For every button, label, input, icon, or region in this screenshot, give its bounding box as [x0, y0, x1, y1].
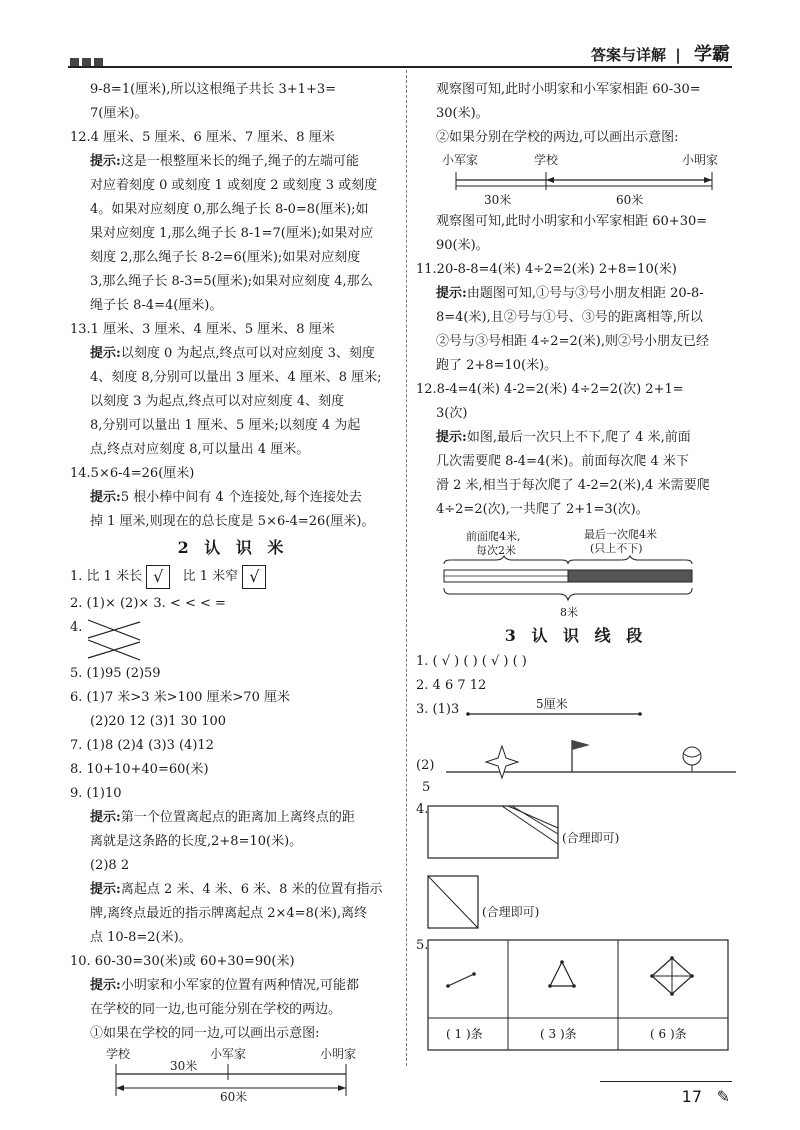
answer-s2-q10: 10. 60-30=30(米)或 60+30=90(米)	[70, 954, 295, 969]
text-line: 7(厘米)。	[90, 106, 148, 121]
answer-s2-q8: 8. 10+10+40=60(米)	[70, 762, 209, 777]
header-squares	[70, 52, 106, 71]
hint-line: 在学校的同一边,也可能分别在学校的两边。	[90, 1002, 342, 1017]
answer-s3-q1: 1. ( √ ) ( ) ( √ ) ( )	[416, 654, 527, 669]
segment-figure	[416, 698, 736, 798]
answer-s3-q5: 5.	[416, 938, 429, 953]
diagram-2	[416, 150, 736, 210]
hint-line: 跑了 2+8=10(米)。	[436, 358, 558, 373]
hint-line: 提示:5 根小棒中间有 4 个连接处,每个连接处去	[90, 490, 362, 505]
diagram-3	[416, 522, 736, 622]
hint-line: 掉 1 厘米,则现在的总长度是 5×6-4=26(厘米)。	[90, 514, 375, 529]
hint-line: 牌,离终点最近的指示牌离起点 2×4=8(米),离终	[90, 906, 368, 921]
text-line: 30(米)。	[436, 106, 489, 121]
note-2: (合理即可)	[482, 905, 540, 919]
label-last-1: 最后一次爬4米	[584, 528, 657, 541]
text-line: 3(次)	[436, 406, 468, 421]
hint-line: 几次需要爬 8-4=4(米)。前面每次爬 4 米下	[436, 454, 689, 469]
hint-line: 离就是这条路的长度,2+8=10(米)。	[90, 834, 303, 849]
hint-line: 以刻度 3 为起点,终点可以对应刻度 4、刻度	[90, 394, 345, 409]
pencil-icon: ✎	[716, 1087, 730, 1106]
answer-q12: 12.4 厘米、5 厘米、6 厘米、7 厘米、8 厘米	[70, 130, 335, 145]
text-line: ②如果分别在学校的两边,可以画出示意图:	[436, 130, 679, 145]
hint-line: 4。如果对应刻度 0,那么绳子长 8-0=8(厘米);如	[90, 202, 369, 217]
label-school: 学校	[534, 153, 559, 167]
answer-5: 5	[422, 780, 431, 795]
brand-logo: 学霸	[694, 44, 730, 65]
answer-s3-q2: 2. 4 6 7 12	[416, 678, 487, 693]
hint-label: 提示:	[90, 810, 121, 825]
answer-q11: 11.20-8-8=4(米) 4÷2=2(米) 2+8=10(米)	[416, 262, 677, 277]
rectangles-figure	[416, 798, 736, 934]
label-last-2: (只上不下)	[590, 542, 643, 555]
section-2-title: 2 认 识 米	[177, 538, 289, 557]
cell-answer-1: ( 1 )条	[446, 1027, 483, 1041]
answer-s2-q7: 7. (1)8 (2)4 (3)3 (4)12	[70, 738, 214, 753]
answer-s2-q1: 1. 比 1 米长 √ 比 1 米窄 √	[70, 562, 396, 592]
diagram-1	[70, 1046, 396, 1102]
s3-q3-diagram	[416, 698, 736, 798]
label-5cm: 5厘米	[536, 698, 568, 711]
label-60m: 60米	[220, 1090, 248, 1102]
checkbox-checked: √	[242, 565, 266, 589]
hint-line: ②号与③号相距 4÷2=2(米),则②号小朋友已经	[436, 334, 710, 349]
hint-label: 提示:	[90, 154, 121, 169]
hint-line: 4÷2=2(次),一共爬了 2+1=3(次)。	[436, 502, 649, 517]
label-part-2: (2)	[416, 758, 435, 773]
text-line: 观察图可知,此时小明家和小军家相距 60+30=	[436, 214, 708, 229]
answer-s2-q5: 5. (1)95 (2)59	[70, 666, 161, 681]
label-xiaoming: 小明家	[682, 153, 719, 167]
hint-label: 提示:	[90, 346, 121, 361]
hint-line: 对应着刻度 0 或刻度 1 或刻度 2 或刻度 3 或刻度	[90, 178, 378, 193]
hint-label: 提示:	[90, 882, 121, 897]
cell-answer-3: ( 6 )条	[650, 1027, 687, 1041]
distance-diagram-same-side	[70, 1046, 396, 1102]
points-table	[416, 934, 736, 1052]
hint-line: 点 10-8=2(米)。	[90, 930, 192, 945]
hint-line: 提示:以刻度 0 为起点,终点可以对应刻度 3、刻度	[90, 346, 375, 361]
answer-q14: 14.5×6-4=26(厘米)	[70, 466, 195, 481]
page-number: 17	[681, 1087, 702, 1106]
hint-line: 提示:离起点 2 米、4 米、6 米、8 米的位置有指示	[90, 882, 383, 897]
text-line: 观察图可知,此时小明家和小军家相距 60-30=	[436, 82, 701, 97]
right-column	[416, 78, 736, 1052]
answer-s2-q2: 2. (1)× (2)× 3. < < < =	[70, 596, 226, 611]
hint-label: 提示:	[436, 286, 467, 301]
hint-label: 提示:	[90, 978, 121, 993]
hint-line: 提示:由题图可知,①号与③号小朋友相距 20-8-	[436, 286, 704, 301]
hint-line: 刻度 2,那么绳子长 8-2=6(厘米);如果对应刻度	[90, 250, 361, 265]
s3-q5-table	[416, 934, 736, 1052]
answer-s2-q6: 6. (1)7 米>3 米>100 厘米>70 厘米	[70, 690, 291, 705]
hint-line: 提示:第一个位置离起点的距离加上离终点的距	[90, 810, 355, 825]
answer-s2-q9b: (2)8 2	[90, 858, 130, 873]
checkbox-checked: √	[146, 565, 170, 589]
distance-diagram-two-sides	[416, 150, 736, 210]
label-school: 学校	[106, 1047, 131, 1061]
climb-diagram	[416, 522, 736, 622]
label-front-1: 前面爬4米,	[466, 530, 521, 543]
label-30m: 30米	[484, 193, 512, 207]
hint-line: 4、刻度 8,分别可以量出 3 厘米、4 厘米、8 厘米;	[90, 370, 382, 385]
text-line: 9-8=1(厘米),所以这根绳子共长 3+1+3=	[90, 82, 336, 97]
s3-q4-diagram	[416, 798, 736, 934]
hint-line: 点,终点对应刻度 8,可以量出 4 厘米。	[90, 442, 310, 457]
left-column	[70, 78, 396, 1102]
label-30m: 30米	[170, 1059, 198, 1073]
answer-s2-q6b: (2)20 12 (3)1 30 100	[90, 714, 227, 729]
footer-rule	[600, 1081, 732, 1082]
answer-s3-q4: 4.	[416, 802, 429, 817]
text-line: 90(米)。	[436, 238, 489, 253]
hint-line: 绳子长 8-4=4(厘米)。	[90, 298, 223, 313]
note-1: (合理即可)	[562, 831, 620, 845]
section-3-title: 3 认 识 线 段	[504, 626, 648, 645]
answer-s3-q3: 3. (1)3	[416, 702, 460, 717]
header-title: 答案与详解 | 学霸	[591, 44, 730, 65]
label-xiaojun: 小军家	[442, 153, 479, 167]
hint-line: 3,那么绳子长 8-3=5(厘米);如果对应刻度 4,那么	[90, 274, 373, 289]
header-rule	[68, 66, 732, 68]
hint-line: 提示:小明家和小军家的位置有两种情况,可能都	[90, 978, 359, 993]
answer-s2-q9: 9. (1)10	[70, 786, 122, 801]
matching-lines-diagram: 4.	[70, 616, 396, 662]
hint-line: 果对应刻度 1,那么绳子长 8-1=7(厘米);如果对应	[90, 226, 374, 241]
crossing-lines-figure	[84, 616, 204, 662]
hint-label: 提示:	[436, 430, 467, 445]
cell-answer-2: ( 3 )条	[540, 1027, 577, 1041]
answer-q12: 12.8-4=4(米) 4-2=2(米) 4÷2=2(次) 2+1=	[416, 382, 684, 397]
label-60m: 60米	[616, 193, 644, 207]
label-total: 8米	[560, 606, 578, 619]
label-xiaoming: 小明家	[320, 1047, 357, 1061]
hint-line: 提示:如图,最后一次只上不下,爬了 4 米,前面	[436, 430, 691, 445]
hint-line: 8,分别可以量出 1 厘米、5 厘米;以刻度 4 为起	[90, 418, 361, 433]
hint-line: 8=4(米),且②号与①号、③号的距离相等,所以	[436, 310, 703, 325]
answer-q13: 13.1 厘米、3 厘米、4 厘米、5 厘米、8 厘米	[70, 322, 335, 337]
hint-line: 滑 2 米,相当于每次爬了 4-2=2(米),4 米需要爬	[436, 478, 710, 493]
book-title: 答案与详解	[591, 46, 667, 64]
label-xiaojun: 小军家	[210, 1047, 247, 1061]
hint-line: 提示:这是一根整厘米长的绳子,绳子的左端可能	[90, 154, 359, 169]
column-divider	[406, 70, 407, 1066]
label-front-2: 每次2米	[476, 544, 516, 557]
hint-label: 提示:	[90, 490, 121, 505]
hint-line: ①如果在学校的同一边,可以画出示意图:	[90, 1026, 320, 1041]
